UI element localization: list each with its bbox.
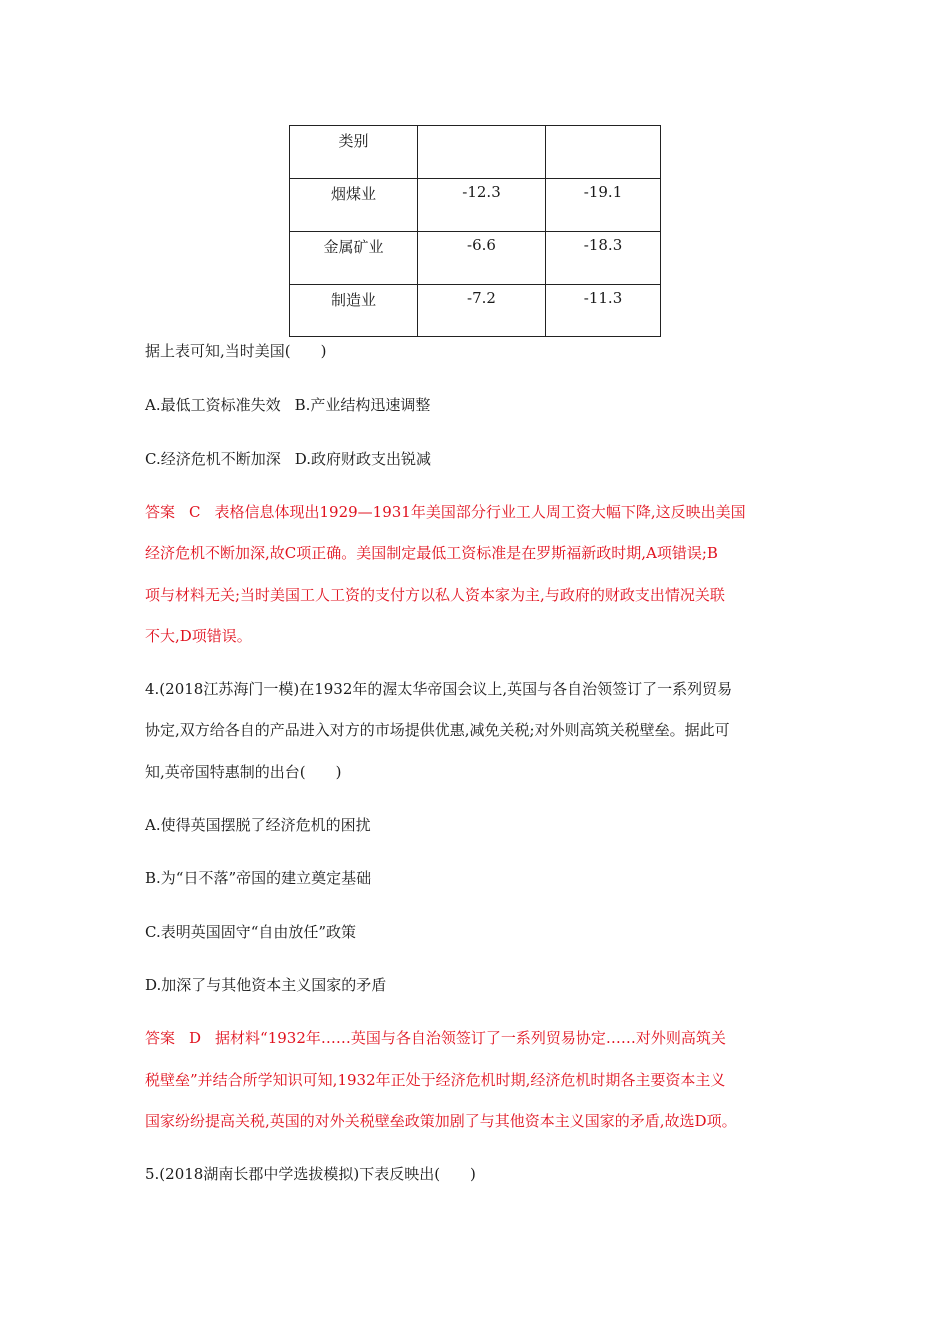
answer-letter: D — [189, 1029, 202, 1047]
table-cell: 金属矿业 — [290, 232, 418, 285]
wage-table — [289, 125, 661, 337]
q4-option-c: C.表明英国固守“自由放任”政策 — [145, 923, 357, 941]
q4-option-b: B.为“日不落”帝国的建立奠定基础 — [145, 869, 372, 887]
q4-stem-line: 知,英帝国特惠制的出台( ) — [145, 763, 342, 781]
q4-stem-line: 协定,双方给各自的产品进入对方的市场提供优惠,减免关税;对外则高筑关税壁垒。据此可 — [145, 721, 730, 739]
table-cell: 烟煤业 — [290, 179, 418, 232]
table-cell: -12.3 — [418, 179, 546, 232]
q4-stem-line: 4.(2018江苏海门一模)在1932年的渥太华帝国会议上,英国与各自治领签订了一系列贸易 — [145, 680, 733, 698]
answer-label: 答案 — [145, 1029, 176, 1047]
q3-answer-line — [145, 502, 746, 522]
q4-explanation-line: 税壁垒”并结合所学知识可知,1932年正处于经济危机时期,经济危机时期各主要资本主义 — [145, 1071, 726, 1089]
q3-option-c: C.经济危机不断加深 — [145, 450, 281, 468]
q3-stem: 据上表可知,当时美国( ) — [145, 342, 327, 360]
table-header-cell — [546, 126, 661, 179]
q4-option-d: D.加深了与其他资本主义国家的矛盾 — [145, 976, 387, 994]
table-cell: -6.6 — [418, 232, 546, 285]
explanation-text: 据材料“1932年……英国与各自治领签订了一系列贸易协定……对外则高筑关 — [215, 1029, 726, 1047]
table-row — [290, 179, 661, 232]
table-header-row — [290, 126, 661, 179]
q3-option-b: B.产业结构迅速调整 — [294, 396, 431, 414]
table-cell: 制造业 — [290, 285, 418, 337]
answer-letter: C — [189, 503, 201, 521]
q4-answer-line — [145, 1028, 726, 1048]
table-cell: -11.3 — [546, 285, 661, 337]
q3-explanation-line: 项与材料无关;当时美国工人工资的支付方以私人资本家为主,与政府的财政支出情况关联 — [145, 586, 725, 604]
table-row — [290, 285, 661, 337]
q4-option-a: A.使得英国摆脱了经济危机的困扰 — [145, 816, 371, 834]
q3-options-cd — [145, 449, 431, 469]
table-row — [290, 232, 661, 285]
answer-label: 答案 — [145, 503, 176, 521]
q3-option-d: D.政府财政支出锐减 — [294, 450, 431, 468]
q5-stem: 5.(2018湖南长郡中学选拔模拟)下表反映出( ) — [145, 1165, 476, 1183]
table-cell: -18.3 — [546, 232, 661, 285]
q3-options-ab — [145, 395, 430, 415]
table-header-cell: 类别 — [290, 126, 418, 179]
explanation-text: 表格信息体现出1929—1931年美国部分行业工人周工资大幅下降,这反映出美国 — [214, 503, 746, 521]
table-cell: -19.1 — [546, 179, 661, 232]
q3-explanation-line: 不大,D项错误。 — [145, 627, 252, 645]
table-header-cell — [418, 126, 546, 179]
q3-explanation-line: 经济危机不断加深,故C项正确。美国制定最低工资标准是在罗斯福新政时期,A项错误;B — [145, 544, 718, 562]
table-cell: -7.2 — [418, 285, 546, 337]
q3-option-a: A.最低工资标准失效 — [145, 396, 281, 414]
q4-explanation-line: 国家纷纷提高关税,英国的对外关税壁垒政策加剧了与其他资本主义国家的矛盾,故选D项。 — [145, 1112, 737, 1130]
